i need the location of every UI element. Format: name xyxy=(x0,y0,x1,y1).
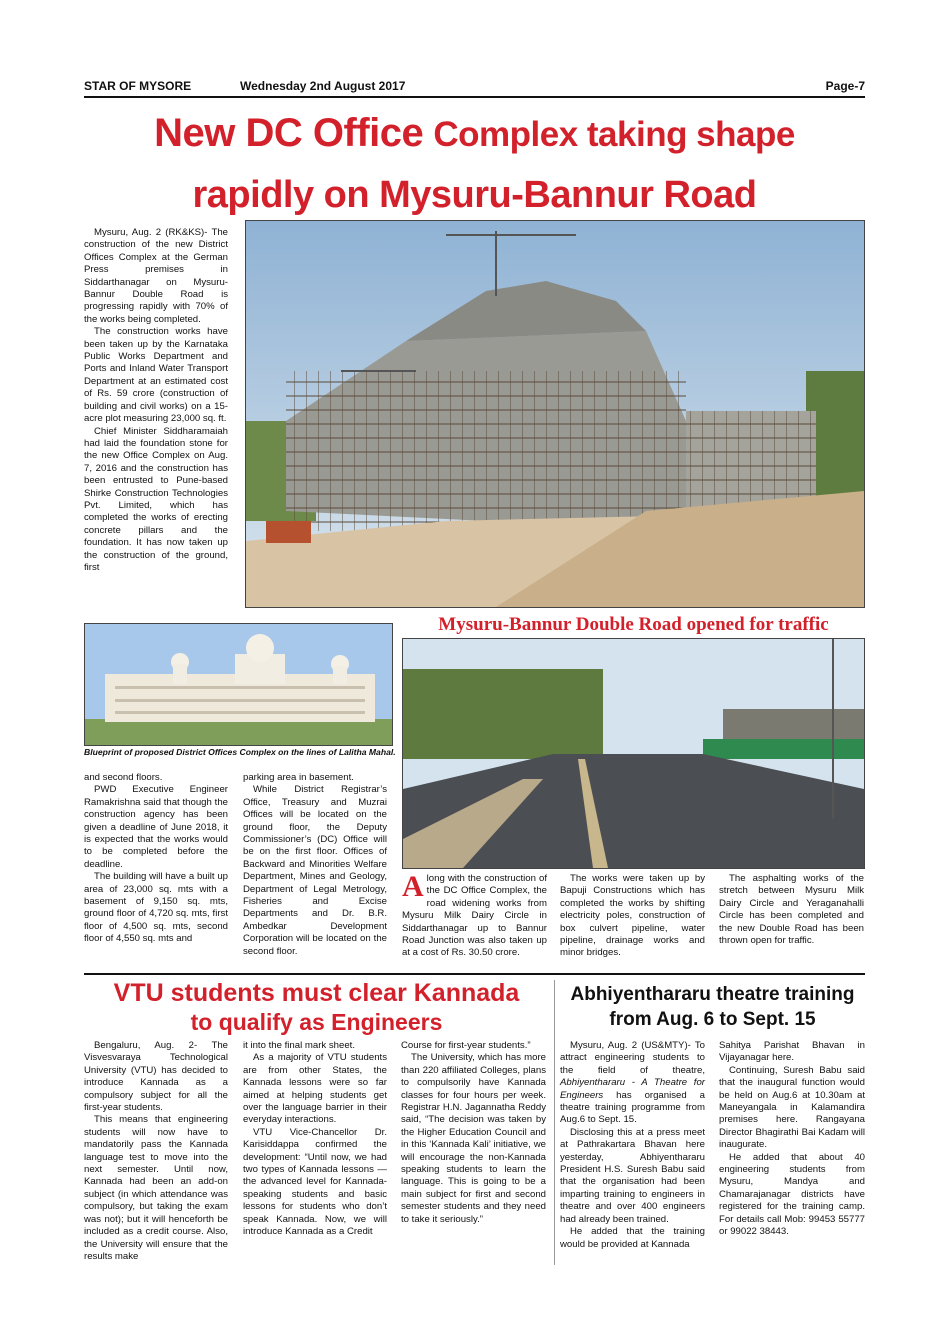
lead-col2-p2: PWD Executive Engineer Ramakrishna said that though the construction agency has been given a deadline of June 2018, it is expected that the works would to be completed before the deadline. xyxy=(84,784,228,870)
paper-name: STAR OF MYSORE xyxy=(84,79,192,93)
lead-col2 xyxy=(84,772,228,946)
page-number: Page-7 xyxy=(825,79,865,93)
vtu-col1-p2: This means that engineering students will now have to mandatorily pass the Kannada language test to move into the next semester. Until now, Kannada had been an add-on subject (in which attendance was compulsory, but taking the exam was not); but it will henceforth be included as a credit course. Also, the University will ensure that the results make xyxy=(84,1114,228,1262)
lead-col3-p1: parking area in basement. xyxy=(243,772,354,783)
vtu-col2 xyxy=(243,1040,387,1239)
road-col2-text: The works were taken up by Bapuji Constructions which has completed the works by shifting electricity poles, construction of box culvert pipeline, water pipeline, drainage works and minor bridges. xyxy=(560,873,705,959)
theatre-col1 xyxy=(560,1040,705,1251)
masthead xyxy=(84,79,865,95)
lead-col3-p2: While District Registrar’s Office, Treasury and Muzrai Offices will be located on the ground floor, the Deputy Commissioner’s (DC) Office will be on the first floor. Offices of Backward and Minorities Welfare Department, Mines and Geology, Department of Legal Metrology, Fisheries and Excise Departments and Dr. B.R. Ambedkar Development Corporation will be located on the second floor. xyxy=(243,784,387,957)
vtu-col3 xyxy=(401,1040,546,1226)
vtu-col2-p2: As a majority of VTU students are from other States, the Kannada lessons were so far aimed at helping students get over the language barrier in their everyday interactions. xyxy=(243,1052,387,1126)
issue-date: Wednesday 2nd August 2017 xyxy=(240,79,406,93)
vtu-col2-p3: VTU Vice-Chancellor Dr. Karisiddappa confirmed the development: “Until now, we had two types of Kannada lessons — the advanced level for Kannada-speaking students and basic lessons for students who don’t speak Kannada. Now, we will introduce Kannada as a Credit xyxy=(243,1126,387,1238)
column-divider xyxy=(554,980,555,1265)
theatre-headline-line1: Abhiyenthararu theatre training xyxy=(570,984,855,1005)
road-col3-text: The asphalting works of the stretch between Mysuru Milk Dairy Circle and Yeraganahalli Circle has been completed and the new Double Road has been thrown open for traffic. xyxy=(719,873,864,947)
lead-col1-p1: Mysuru, Aug. 2 (RK&KS)- The construction of the new District Offices Complex at the German Press premises in Siddarthanagar on Mysuru-Bannur Double Road is progressing rapidly with 70% of the works being completed. xyxy=(84,227,228,325)
theatre-programme-title: Abhiyenthararu - A Theatre for Engineers xyxy=(560,1077,705,1101)
lead-col2-p3: The building will have a built up area of 23,000 sq. mts with a basement of 9,150 sq. mts, ground floor of 4,720 sq. mts, first floor of 4,500 sq. mts, second floor of 4,550 sq. mts and xyxy=(84,871,228,945)
theatre-col1-p2: Disclosing this at a press meet at Pathrakartara Bhavan here yesterday, Abhiyenthararu President H.S. Suresh Babu said that the organisation had been imparting training to engineers in theatre and over 400 engineers had already been trained. xyxy=(560,1126,705,1225)
vtu-col3-p2: The University, which has more than 220 affiliated Colleges, plans to compulsorily have Kannada classes for four hours per week. Registrar H.N. Jagannatha Reddy said, “The decision was taken by the Higher Education Council and in this ‘Kannada Kali’ initiative, we will encourage the non-Kannada speaking students to learn the language. This is going to be a main subject for first and second semester students and they need to take it seriously.” xyxy=(401,1052,546,1225)
vtu-headline-line2: to qualify as Engineers xyxy=(190,1009,443,1035)
road-col1-text: long with the construction of the DC Office Complex, the road widening works from Mysuru Milk Dairy Circle in Siddarthanagar up to Bannur Road Junction was also taken up at a cost of Rs. 30.50 crore. xyxy=(402,873,547,959)
theatre-headline-line2: from Aug. 6 to Sept. 15 xyxy=(609,1009,816,1030)
theatre-col2-p2: Continuing, Suresh Babu said that the inaugural function would be held on Aug.6 at 10.30am at Maneyangala in Kalamandira premises here. Rangayana Director Bhagirathi Bai Kadam will inaugurate. xyxy=(719,1064,865,1151)
theatre-col1-p1 xyxy=(560,1040,705,1127)
road-photo-illustration xyxy=(403,639,864,868)
blueprint-caption: Blueprint of proposed District Offices Complex on the lines of Lalitha Mahal. xyxy=(84,747,396,757)
road-col2 xyxy=(560,873,705,960)
theatre-col2-p3: He added that about 40 engineering students from Mysuru, Mandya and Chamarajanagar districts have registered for the training camp. For details call Mob: 99453 55777 or 99022 38443. xyxy=(719,1151,865,1238)
construction-photo xyxy=(245,220,865,608)
theatre-col2-p1: Sahitya Parishat Bhavan in Vijayanagar here. xyxy=(719,1040,865,1064)
blueprint-illustration xyxy=(85,624,392,745)
road-dropcap: A xyxy=(402,870,424,903)
road-col1 xyxy=(402,870,547,960)
theatre-col1-p3: He added that the training would be provided at Kannada xyxy=(560,1226,705,1250)
vtu-col3-p1: Course for first-year students.” xyxy=(401,1040,531,1051)
theatre-col2 xyxy=(719,1040,865,1239)
headline-part1: New DC Office xyxy=(154,111,424,155)
theatre-headline xyxy=(560,983,865,1033)
theatre-intro-rest: has organised a theatre training programme from Aug.6 to Sept. 15. xyxy=(560,1089,705,1126)
lead-col3 xyxy=(243,772,387,958)
lead-col1 xyxy=(84,227,228,574)
section-rule xyxy=(84,973,865,975)
road-subhead: Mysuru-Bannur Double Road opened for traffic xyxy=(438,614,829,635)
construction-photo-illustration xyxy=(246,221,864,607)
headline-part2: Complex taking shape xyxy=(433,115,795,154)
vtu-headline-line1: VTU students must clear Kannada xyxy=(113,979,520,1007)
masthead-rule xyxy=(84,96,865,98)
vtu-col1-p1: Bengaluru, Aug. 2- The Visvesvaraya Technological University (VTU) has decided to introduce Kannada as a compulsory subject for all the first-year students. xyxy=(84,1040,228,1114)
lead-col1-p3: Chief Minister Siddharamaiah had laid the foundation stone for the new Office Complex on Aug. 7, 2016 and the construction has been entrusted to Pune-based Shirke Construction Technologies Pvt. Limited, which has completed the works of erecting concrete pillars and the foundation. It has now taken up the construction of the ground, first xyxy=(84,425,228,573)
road-photo xyxy=(402,638,865,869)
theatre-intro: Mysuru, Aug. 2 (US&MTY)- To attract engineering students to the field of theatre, xyxy=(560,1040,705,1076)
lead-col2-p1: and second floors. xyxy=(84,772,163,783)
blueprint-photo xyxy=(84,623,393,746)
lead-col1-p2: The construction works have been taken up by the Karnataka Public Works Department and Ports and Inland Water Transport Department at an estimated cost of Rs. 59 crore (construction of building and civil works) on a 15-acre plot measuring 23,000 sq. ft. xyxy=(84,326,228,425)
road-col3 xyxy=(719,873,864,947)
headline-line2: rapidly on Mysuru-Bannur Road xyxy=(192,174,757,216)
vtu-col2-p1: it into the final mark sheet. xyxy=(243,1040,355,1051)
lead-headline xyxy=(84,108,865,220)
vtu-headline xyxy=(84,979,549,1036)
vtu-col1 xyxy=(84,1040,228,1263)
